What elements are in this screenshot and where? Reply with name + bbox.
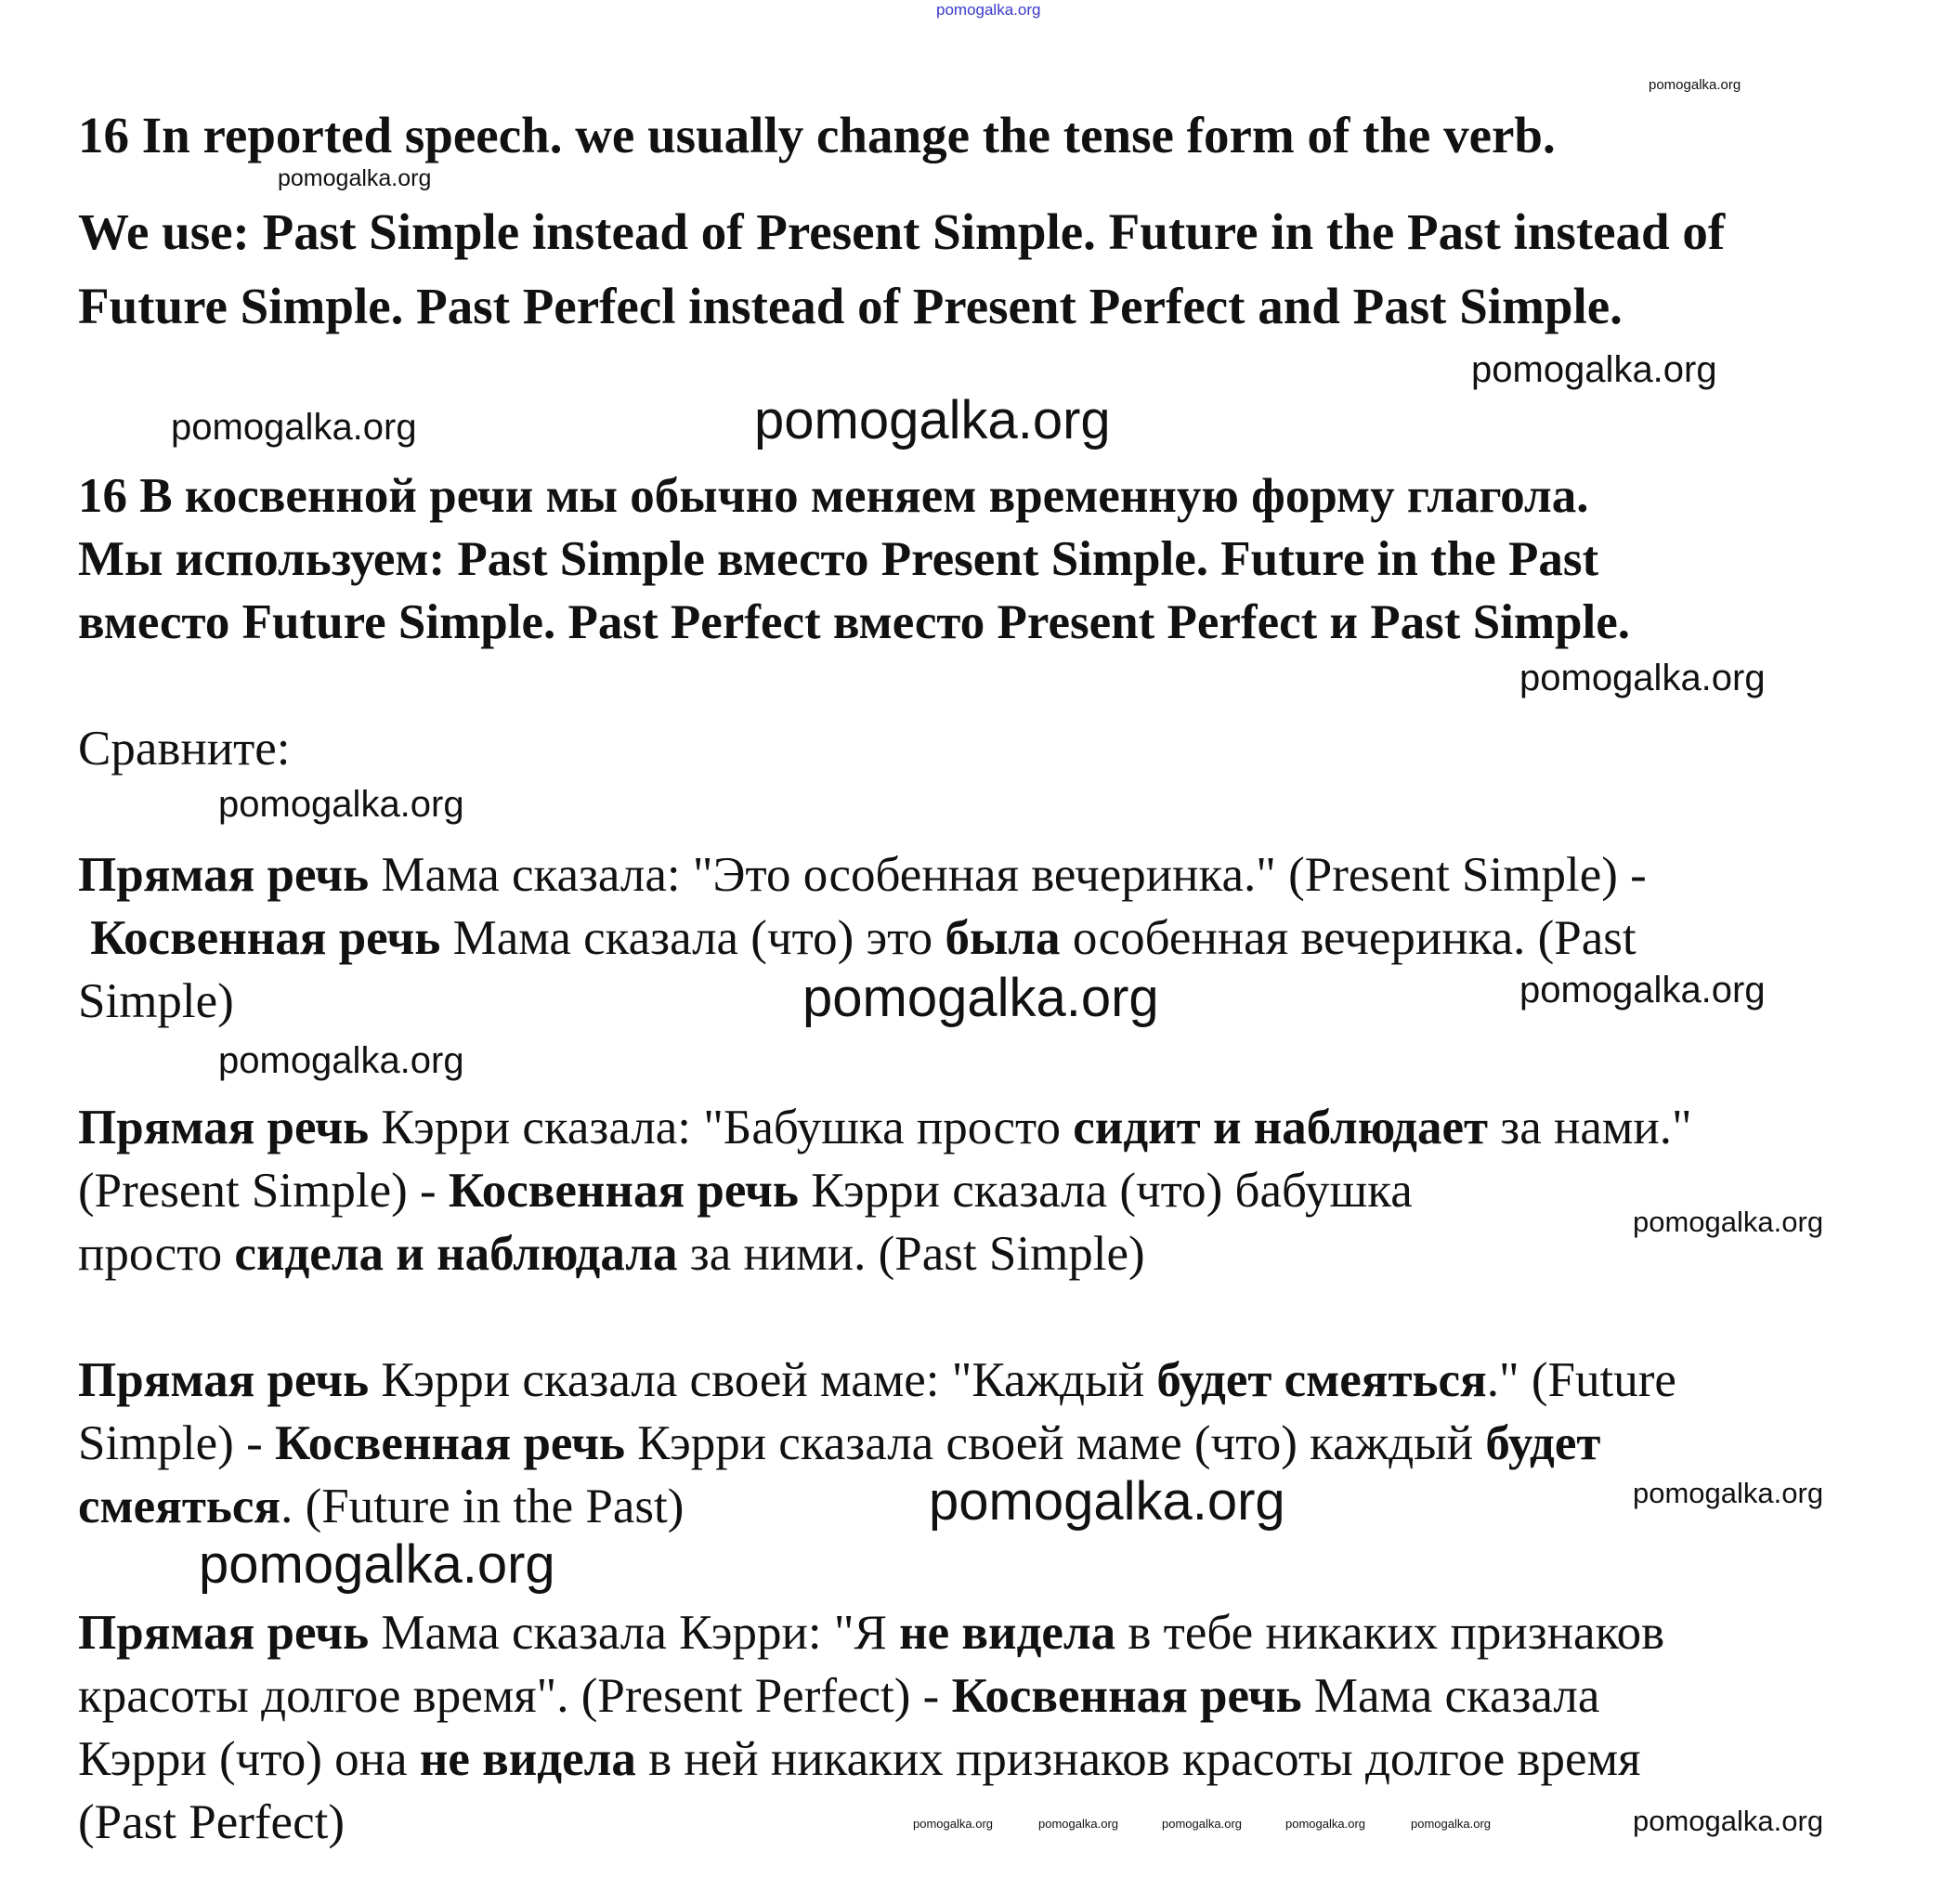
- watermark: pomogalka.org: [278, 165, 432, 191]
- watermark: pomogalka.org: [1649, 77, 1741, 93]
- watermark: pomogalka.org: [1633, 1805, 1824, 1837]
- bold-text-segment: не видела: [419, 1732, 636, 1786]
- text-segment: (Past Perfect): [78, 1795, 345, 1849]
- text-line: [78, 843, 1647, 906]
- bold-text-segment: Косвенная речь: [274, 1416, 626, 1470]
- text-segment: за ними. (Past Simple): [677, 1227, 1145, 1281]
- watermark: pomogalka.org: [1285, 1817, 1365, 1831]
- bold-text-segment: Прямая речь: [78, 1101, 370, 1154]
- text-segment: Мама сказала Кэрри: "Я: [369, 1606, 900, 1660]
- text-segment: красоты долгое время". (Present Perfect) -: [78, 1669, 952, 1723]
- watermark: pomogalka.org: [218, 1040, 464, 1081]
- text-segment: . (Future in the Past): [280, 1480, 685, 1533]
- text-segment: Simple) -: [78, 1416, 275, 1470]
- text-line: [78, 1728, 1640, 1791]
- bold-text-segment: была: [945, 911, 1061, 965]
- text-segment: особенная вечеринка. (Past: [1060, 911, 1637, 965]
- text-line: [78, 1349, 1676, 1412]
- watermark: pomogalka.org: [199, 1534, 555, 1595]
- text-segment: Мама сказала: "Это особенная вечеринка." (Present Simple) -: [369, 848, 1647, 902]
- text-segment: Мама сказала (что) это: [440, 911, 945, 965]
- text-line: [78, 1096, 1692, 1159]
- bold-text-segment: Косвенная речь: [951, 1669, 1302, 1723]
- text-line: [78, 1159, 1413, 1222]
- watermark: pomogalka.org: [1411, 1817, 1491, 1831]
- text-line: [78, 1412, 1600, 1475]
- text-segment: в ней никаких признаков красоты долгое время: [635, 1732, 1641, 1786]
- watermark: pomogalka.org: [802, 968, 1159, 1028]
- bold-text-segment: Прямая речь: [78, 1353, 370, 1407]
- bold-text-segment: смеяться: [78, 1480, 281, 1533]
- text-segment: Кэрри сказала своей маме: "Каждый: [369, 1353, 1157, 1407]
- bold-text-segment: 16 In reported speech. we usually change the tense form of the verb.: [78, 107, 1556, 163]
- text-segment: Simple): [78, 974, 234, 1028]
- text-segment: (Present Simple) -: [78, 1164, 449, 1218]
- text-line: [78, 1475, 684, 1538]
- watermark: pomogalka.org: [1038, 1817, 1118, 1831]
- watermark: pomogalka.org: [171, 407, 417, 448]
- text-segment: в тебе никаких признаков: [1115, 1606, 1665, 1660]
- text-line: [78, 970, 234, 1033]
- bold-text-segment: We use: Past Simple instead of Present Simple. Future in the Past instead of: [78, 203, 1726, 260]
- text-line: [78, 528, 1598, 591]
- watermark: pomogalka.org: [1633, 1477, 1824, 1509]
- text-line: [78, 591, 1630, 654]
- bold-text-segment: будет: [1485, 1416, 1601, 1470]
- bold-text-segment: Косвенная речь: [78, 911, 441, 965]
- compare-label: Сравните:: [78, 722, 291, 776]
- watermark: pomogalka.org: [1633, 1206, 1824, 1238]
- bold-text-segment: Косвенная речь: [448, 1164, 799, 1218]
- example-paragraph-2: [78, 1096, 1692, 1285]
- watermark: pomogalka.org: [1519, 970, 1766, 1011]
- watermark: pomogalka.org: [913, 1817, 993, 1831]
- text-segment: за нами.": [1488, 1101, 1692, 1154]
- text-line: [78, 464, 1589, 528]
- header-watermark: pomogalka.org: [936, 1, 1041, 19]
- english-rule-paragraph: [78, 98, 1725, 344]
- text-line: [78, 1601, 1664, 1664]
- text-line: [78, 1664, 1599, 1728]
- watermark: pomogalka.org: [1519, 658, 1766, 698]
- text-line: [78, 906, 1637, 970]
- bold-text-segment: Future Simple. Past Perfecl instead of Present Perfect and Past Simple.: [78, 278, 1623, 334]
- russian-rule-paragraph: [78, 464, 1630, 654]
- text-line: [78, 1791, 345, 1854]
- text-line: [78, 195, 1725, 269]
- watermark: pomogalka.org: [1471, 349, 1717, 390]
- text-segment: Кэрри (что) она: [78, 1732, 420, 1786]
- text-line: [78, 1222, 1145, 1285]
- text-segment: Кэрри сказала своей маме (что) каждый: [625, 1416, 1486, 1470]
- bold-text-segment: вместо Future Simple. Past Perfect вместо Present Perfect и Past Simple.: [78, 595, 1631, 649]
- bold-text-segment: Мы используем: Past Simple вместо Present Simple. Future in the Past: [78, 532, 1599, 586]
- bold-text-segment: будет смеяться: [1156, 1353, 1487, 1407]
- bold-text-segment: сидела и наблюдала: [234, 1227, 678, 1281]
- bold-text-segment: сидит и наблюдает: [1073, 1101, 1489, 1154]
- bold-text-segment: не видела: [899, 1606, 1116, 1660]
- bold-text-segment: Прямая речь: [78, 848, 370, 902]
- watermark: pomogalka.org: [929, 1471, 1285, 1532]
- watermark: pomogalka.org: [218, 784, 464, 825]
- bold-text-segment: 16 В косвенной речи мы обычно меняем временную форму глагола.: [78, 469, 1589, 523]
- watermark: pomogalka.org: [754, 390, 1111, 450]
- text-line: [78, 98, 1556, 173]
- watermark: pomogalka.org: [1162, 1817, 1242, 1831]
- text-segment: Кэрри сказала (что) бабушка: [798, 1164, 1413, 1218]
- text-segment: ." (Future: [1486, 1353, 1676, 1407]
- example-paragraph-3: [78, 1349, 1676, 1538]
- text-line: [78, 269, 1623, 344]
- bold-text-segment: Прямая речь: [78, 1606, 370, 1660]
- text-segment: Мама сказала: [1301, 1669, 1600, 1723]
- text-segment: Кэрри сказала: "Бабушка просто: [369, 1101, 1074, 1154]
- text-segment: просто: [78, 1227, 235, 1281]
